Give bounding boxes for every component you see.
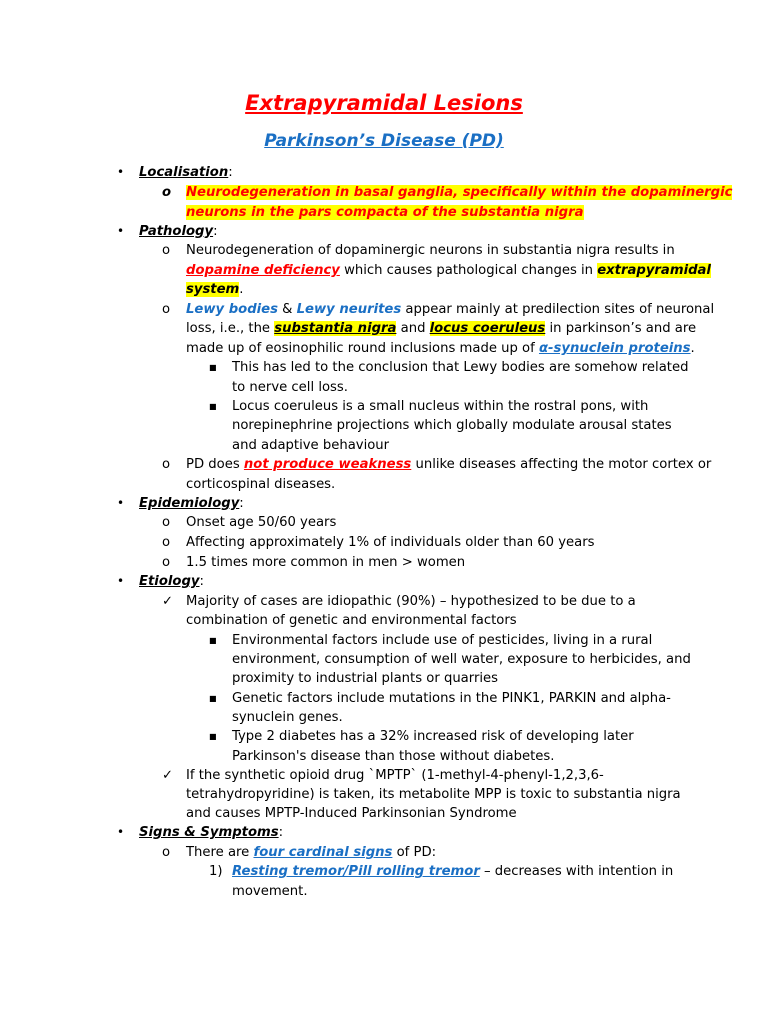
etiology-subtext: environment, consumption of well water, exposure to herbicides, and: [232, 652, 691, 667]
document-title: Extrapyramidal Lesions: [245, 91, 523, 115]
square-bullet-icon: ■: [209, 694, 217, 703]
signs-heading: Signs & Symptoms:: [139, 825, 284, 840]
bullet-icon: •: [117, 825, 125, 839]
list-item: Onset age 50/60 years: [186, 515, 337, 530]
signs-text: Resting tremor/Pill rolling tremor – decreases with intention in: [232, 864, 674, 879]
pathology-subtext: Locus coeruleus is a small nucleus within the rostral pons, with: [232, 399, 649, 414]
circle-bullet-icon: o: [162, 457, 171, 472]
signs-text: movement.: [232, 884, 308, 899]
list-item: Affecting approximately 1% of individuals older than 60 years: [186, 535, 595, 550]
pathology-subtext: and adaptive behaviour: [232, 438, 390, 453]
bullet-icon: •: [117, 224, 125, 238]
square-bullet-icon: ■: [209, 636, 217, 645]
pathology-text: dopamine deficiency which causes pathological changes in extrapyramidal: [186, 263, 711, 278]
square-bullet-icon: ■: [209, 732, 217, 741]
etiology-subtext: proximity to industrial plants or quarries: [232, 671, 499, 686]
circle-bullet-icon: o: [162, 243, 171, 258]
epidemiology-heading: Epidemiology:: [139, 496, 244, 511]
etiology-subtext: synuclein genes.: [232, 710, 343, 725]
bullet-icon: •: [117, 496, 125, 510]
etiology-subtext: Parkinson's disease than those without diabetes.: [232, 749, 555, 764]
square-bullet-icon: ■: [209, 363, 217, 372]
circle-bullet-icon: o: [162, 845, 171, 860]
circle-bullet-icon: o: [162, 555, 171, 570]
etiology-text: and causes MPTP-Induced Parkinsonian Syndrome: [186, 806, 517, 821]
etiology-subtext: Environmental factors include use of pesticides, living in a rural: [232, 633, 653, 648]
pathology-text: Neurodegeneration of dopaminergic neurons in substantia nigra results in: [186, 243, 675, 258]
list-item: 1.5 times more common in men > women: [186, 555, 466, 570]
document-subtitle: Parkinson’s Disease (PD): [264, 131, 504, 151]
square-bullet-icon: ■: [209, 402, 217, 411]
circle-bullet-icon: o: [162, 185, 172, 200]
pathology-text: made up of eosinophilic round inclusions made up of α-synuclein proteins.: [186, 341, 695, 356]
check-icon: ✓: [162, 594, 174, 609]
etiology-text: Majority of cases are idiopathic (90%) – hypothesized to be due to a: [186, 594, 636, 609]
etiology-text: tetrahydropyridine) is taken, its metabolite MPP is toxic to substantia nigra: [186, 787, 681, 802]
pathology-text: system.: [186, 282, 244, 297]
pathology-text: PD does not produce weakness unlike diseases affecting the motor cortex or: [186, 457, 712, 472]
localisation-text: neurons in the pars compacta of the substantia nigra: [186, 205, 584, 220]
etiology-text: combination of genetic and environmental factors: [186, 613, 517, 628]
signs-text: There are four cardinal signs of PD:: [186, 845, 437, 860]
pathology-text: loss, i.e., the substantia nigra and locus coeruleus in parkinson’s and are: [186, 321, 697, 336]
bullet-icon: •: [117, 574, 125, 588]
etiology-subtext: Type 2 diabetes has a 32% increased risk of developing later: [232, 729, 634, 744]
localisation-text: Neurodegeneration in basal ganglia, specifically within the dopaminergic: [186, 185, 733, 200]
etiology-subtext: Genetic factors include mutations in the PINK1, PARKIN and alpha-: [232, 691, 671, 706]
pathology-subtext: This has led to the conclusion that Lewy bodies are somehow related: [232, 360, 689, 375]
pathology-subtext: to nerve cell loss.: [232, 380, 348, 395]
etiology-text: If the synthetic opioid drug `MPTP` (1-methyl-4-phenyl-1,2,3,6-: [186, 768, 604, 783]
circle-bullet-icon: o: [162, 302, 171, 317]
pathology-subtext: norepinephrine projections which globally modulate arousal states: [232, 418, 672, 433]
list-number: 1): [209, 864, 223, 879]
pathology-text: Lewy bodies & Lewy neurites appear mainly at predilection sites of neuronal: [186, 302, 715, 317]
check-icon: ✓: [162, 768, 174, 783]
circle-bullet-icon: o: [162, 515, 171, 530]
pathology-heading: Pathology:: [139, 224, 218, 239]
bullet-icon: •: [117, 165, 125, 179]
circle-bullet-icon: o: [162, 535, 171, 550]
pathology-text: corticospinal diseases.: [186, 477, 336, 492]
localisation-heading: Localisation:: [139, 165, 233, 180]
etiology-heading: Etiology:: [139, 574, 204, 589]
